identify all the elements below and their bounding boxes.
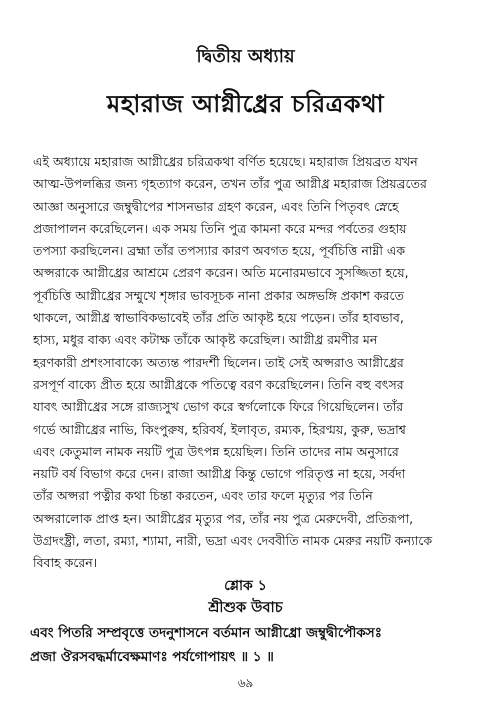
- paragraph-line: পূর্বচিত্তি আগ্নীধ্রের সম্মুখে শৃঙ্গার ভাবসূচক নানা প্রকার অঙ্গভঙ্গি প্রকাশ করতে: [33, 287, 404, 303]
- paragraph-line: অপ্সরালোক প্রাপ্ত হন। আগ্নীধ্রের মৃত্যুর পর, তাঁর নয় পুত্র মেরুদেবী, প্রতিরূপা,: [33, 510, 414, 526]
- paragraph-line: তাঁর অপ্সরা পত্নীর কথা চিন্তা করতেন, এবং তার ফলে মৃত্যুর পর তিনি: [33, 488, 373, 504]
- paragraph-line: রসপূর্ণ বাক্যে প্রীত হয়ে আগ্নীধ্রকে পতিত্বে বরণ করেছিলেন। তিনি বহু বৎসর: [33, 376, 404, 392]
- summary-paragraph: [33, 151, 465, 575]
- paragraph-line: বিবাহ করেন।: [33, 555, 98, 571]
- chapter-title: মহারাজ আগ্নীধ্রের চরিত্রকথা: [106, 90, 385, 118]
- sanskrit-verse-line: এবং পিতরি সম্প্রবৃত্তে তদনুশাসনে বর্তমান আগ্নীধ্রো জম্বুদ্বীপৌকসঃ: [30, 625, 382, 641]
- paragraph-line: আত্ম-উপলব্ধির জন্য গৃহত্যাগ করেন, তখন তাঁর পুত্র আগ্নীধ্র মহারাজ প্রিয়ব্রতের: [33, 176, 427, 192]
- paragraph-line: নয়টি বর্ষ বিভাগ করে দেন। রাজা আগ্নীধ্র কিন্তু ভোগে পরিতৃপ্ত না হয়ে, সর্বদা: [33, 466, 406, 482]
- paragraph-line: প্রজাপালন করেছিলেন। এক সময় তিনি পুত্র কামনা করে মন্দর পর্বতের গুহায়: [33, 220, 407, 236]
- paragraph-line: তপস্যা করছিলেন। ব্রহ্মা তাঁর তপস্যার কারণ অবগত হয়ে, পূর্বচিত্তি নাম্নী এক: [33, 243, 406, 259]
- page-number: ৬৯: [237, 676, 254, 690]
- sanskrit-verse-line: প্রজা ঔরসবদ্ধর্মাবেক্ষমাণঃ পর্যগোপায়ৎ ॥ ১ ॥: [30, 649, 274, 665]
- paragraph-line: আজ্ঞা অনুসারে জম্বুদ্বীপের শাসনভার গ্রহণ করেন, এবং তিনি পিতৃবৎ স্নেহে: [33, 198, 399, 214]
- paragraph-line: অপ্সরাকে আগ্নীধ্রের আশ্রমে প্রেরণ করেন। অতি মনোরমভাবে সুসজ্জিতা হয়ে,: [33, 265, 409, 281]
- paragraph-line: থাকলে, আগ্নীধ্র স্বাভাবিকভাবেই তাঁর প্রতি আকৃষ্ট হয়ে পড়েন। তাঁর হাবভাব,: [33, 310, 404, 326]
- chapter-heading: দ্বিতীয় অধ্যায়: [196, 46, 295, 67]
- sloka-speaker: শ্রীশুক উবাচ: [208, 600, 283, 616]
- paragraph-line: এই অধ্যায়ে মহারাজ আগ্নীধ্রের চরিত্রকথা বর্ণিত হয়েছে। মহারাজ প্রিয়ব্রত যখন: [33, 154, 418, 169]
- paragraph-line: এবং কেতুমাল নামক নয়টি পুত্র উৎপন্ন হয়েছিল। তিনি তাদের নাম অনুসারে: [33, 443, 399, 459]
- paragraph-line: হাস্য, মধুর বাক্য এবং কটাক্ষ তাঁকে আকৃষ্ট করেছিল। আগ্নীধ্র রমণীর মন: [33, 332, 378, 348]
- paragraph-line: হরণকারী প্রশংসাবাক্যে অত্যন্ত পারদর্শী ছিলেন। তাই সেই অপ্সরাও আগ্নীধ্রের: [33, 354, 404, 370]
- paragraph-line: উগ্রদংষ্ট্রী, লতা, রম্যা, শ্যামা, নারী, ভদ্রা এবং দেববীতি নামক মেরুর নয়টি কন্যাকে: [33, 533, 433, 549]
- paragraph-line: যাবৎ আগ্নীধ্রের সঙ্গে রাজ্যসুখ ভোগ করে স্বর্গলোকে ফিরে গিয়েছিলেন। তাঁর: [33, 399, 404, 415]
- sloka-number: শ্লোক ১: [224, 578, 267, 594]
- paragraph-line: গর্ভে আগ্নীধ্রের নাভি, কিংপুরুষ, হরিবর্ষ, ইলাবৃত, রম্যক, হিরণ্ময়, কুরু, ভদ্রাশ্ব: [33, 421, 406, 437]
